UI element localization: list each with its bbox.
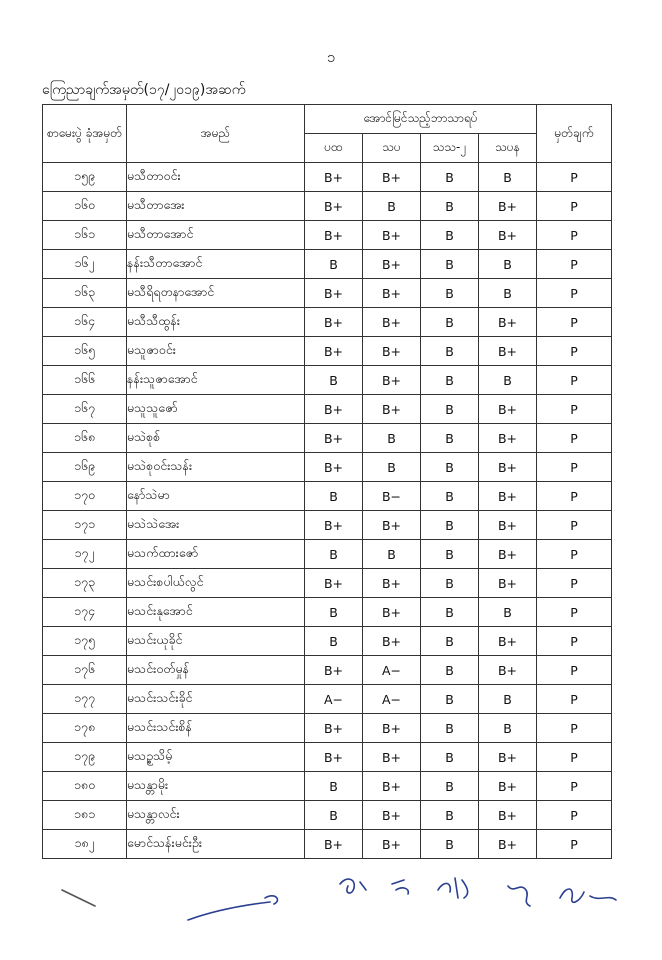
grade-subject-4-cell: B+ [479,453,537,482]
name-cell: မသင်းစပါယ်လွင် [127,569,305,598]
grade-subject-3-cell: B [421,569,479,598]
grade-subject-1-cell: B+ [305,743,363,772]
signature-mark-3 [340,879,366,893]
remark-cell: P [537,366,612,395]
roll-number-cell: ၁၇၅ [43,627,127,656]
grade-subject-1-cell: B+ [305,221,363,250]
name-cell: မသူဇာဝင်း [127,337,305,366]
grade-subject-3-cell: B [421,395,479,424]
name-cell: မသီရိရတနာအောင် [127,279,305,308]
grade-subject-2-cell: B+ [363,830,421,859]
grade-subject-4-cell: B [479,598,537,627]
grade-subject-1-cell: B+ [305,569,363,598]
roll-number-cell: ၁၆၃ [43,279,127,308]
table-row [43,250,612,279]
remark-cell: P [537,540,612,569]
signature-mark-1 [62,890,95,906]
table-row [43,279,612,308]
grade-subject-2-cell: B+ [363,627,421,656]
grade-subject-3-cell: B [421,540,479,569]
grade-subject-3-cell: B [421,337,479,366]
grade-subject-4-cell: B [479,163,537,192]
header-subject-4: သပန [479,134,537,163]
name-cell: နော်သဲမာ [127,482,305,511]
grade-subject-2-cell: B+ [363,366,421,395]
remark-cell: P [537,308,612,337]
header-subject-1: ပထ [305,134,363,163]
table-row [43,656,612,685]
roll-number-cell: ၁၆၀ [43,192,127,221]
grade-subject-4-cell: B [479,714,537,743]
grade-subject-4-cell: B [479,279,537,308]
header-subject-2: သပ [363,134,421,163]
roll-number-cell: ၁၈၀ [43,772,127,801]
grade-subject-1-cell: B+ [305,511,363,540]
grade-subject-1-cell: B+ [305,279,363,308]
name-cell: နန်းသီတာအောင် [127,250,305,279]
remark-cell: P [537,598,612,627]
remark-cell: P [537,221,612,250]
grade-subject-4-cell: B+ [479,192,537,221]
name-cell: မသက်ထားဇော် [127,540,305,569]
grade-subject-1-cell: B [305,627,363,656]
grade-subject-2-cell: B [363,540,421,569]
grade-subject-3-cell: B [421,192,479,221]
grade-subject-2-cell: B+ [363,511,421,540]
table-row [43,714,612,743]
roll-number-cell: ၁၆၉ [43,453,127,482]
grade-subject-4-cell: B [479,366,537,395]
header-name: အမည် [127,105,305,163]
name-cell: နန်းသူဇာအောင် [127,366,305,395]
roll-number-cell: ၁၇၀ [43,482,127,511]
grade-subject-1-cell: B+ [305,424,363,453]
roll-number-cell: ၁၆၁ [43,221,127,250]
name-cell: မသဲစုစ် [127,424,305,453]
name-cell: မသန္တာလင်း [127,801,305,830]
grade-subject-1-cell: B [305,482,363,511]
grade-subject-3-cell: B [421,714,479,743]
grade-subject-3-cell: B [421,627,479,656]
roll-number-cell: ၁၇၉ [43,743,127,772]
grade-subject-1-cell: B [305,366,363,395]
roll-number-cell: ၁၇၃ [43,569,127,598]
signature-mark-4 [392,880,408,894]
name-cell: မသဲစုဝင်းသန်း [127,453,305,482]
remark-cell: P [537,801,612,830]
name-cell: မသဥ္စသိမ့် [127,743,305,772]
grade-subject-2-cell: B+ [363,598,421,627]
remark-cell: P [537,627,612,656]
table-row [43,830,612,859]
grade-subject-2-cell: B+ [363,308,421,337]
table-row [43,772,612,801]
name-cell: မသီတာဝင်း [127,163,305,192]
remark-cell: P [537,424,612,453]
grade-subject-2-cell: B+ [363,279,421,308]
grade-subject-3-cell: B [421,511,479,540]
remark-cell: P [537,192,612,221]
grade-subject-4-cell: B+ [479,308,537,337]
grade-subject-4-cell: B [479,250,537,279]
roll-number-cell: ၁၆၅ [43,337,127,366]
roll-number-cell: ၁၆၄ [43,308,127,337]
grade-subject-4-cell: B+ [479,511,537,540]
grade-subject-2-cell: B [363,424,421,453]
roll-number-cell: ၁၇၁ [43,511,127,540]
grade-subject-2-cell: B+ [363,714,421,743]
roll-number-cell: ၁၈၁ [43,801,127,830]
table-row [43,453,612,482]
remark-cell: P [537,163,612,192]
table-row [43,743,612,772]
header-subjects-group: အောင်မြင်သည့်ဘာသာရပ် [305,105,537,134]
roll-number-cell: ၁၈၂ [43,830,127,859]
remark-cell: P [537,482,612,511]
remark-cell: P [537,685,612,714]
grade-subject-3-cell: B [421,308,479,337]
remark-cell: P [537,453,612,482]
grade-subject-1-cell: B [305,250,363,279]
grade-subject-3-cell: B [421,366,479,395]
table-row [43,395,612,424]
name-cell: မသင်းသင်းစိန် [127,714,305,743]
grade-subject-1-cell: A− [305,685,363,714]
grade-subject-1-cell: B+ [305,830,363,859]
grade-subject-4-cell: B+ [479,221,537,250]
grade-subject-3-cell: B [421,743,479,772]
roll-number-cell: ၁၅၉ [43,163,127,192]
grade-subject-1-cell: B+ [305,656,363,685]
table-row [43,366,612,395]
remark-cell: P [537,511,612,540]
name-cell: မသူသူဇော် [127,395,305,424]
grade-subject-4-cell: B+ [479,743,537,772]
grade-subject-3-cell: B [421,830,479,859]
roll-number-cell: ၁၆၆ [43,366,127,395]
roll-number-cell: ၁၇၆ [43,656,127,685]
remark-cell: P [537,714,612,743]
name-cell: မသီသီထွန်း [127,308,305,337]
grade-subject-2-cell: A− [363,685,421,714]
table-row [43,424,612,453]
signature-mark-6 [508,886,530,906]
remark-cell: P [537,569,612,598]
grade-subject-1-cell: B [305,540,363,569]
grade-subject-3-cell: B [421,279,479,308]
grade-subject-3-cell: B [421,453,479,482]
signatures-area [60,872,650,952]
grade-subject-3-cell: B [421,424,479,453]
name-cell: မသီတာအေး [127,192,305,221]
grade-subject-4-cell: B+ [479,569,537,598]
grade-subject-4-cell: B+ [479,337,537,366]
grade-subject-2-cell: B+ [363,337,421,366]
table-row [43,511,612,540]
roll-number-cell: ၁၆၇ [43,395,127,424]
results-table [42,104,612,859]
name-cell: မသီတာအောင် [127,221,305,250]
grade-subject-3-cell: B [421,482,479,511]
grade-subject-4-cell: B+ [479,395,537,424]
grade-subject-1-cell: B+ [305,163,363,192]
remark-cell: P [537,772,612,801]
grade-subject-4-cell: B+ [479,627,537,656]
grade-subject-3-cell: B [421,598,479,627]
remark-cell: P [537,830,612,859]
table-row [43,221,612,250]
table-row [43,685,612,714]
table-row [43,337,612,366]
grade-subject-2-cell: B+ [363,221,421,250]
grade-subject-4-cell: B+ [479,540,537,569]
grade-subject-2-cell: B+ [363,569,421,598]
table-row [43,801,612,830]
grade-subject-2-cell: B+ [363,772,421,801]
grade-subject-3-cell: B [421,221,479,250]
grade-subject-4-cell: B+ [479,830,537,859]
table-row [43,482,612,511]
grade-subject-1-cell: B+ [305,453,363,482]
name-cell: မသင်းဝတ်မှုန် [127,656,305,685]
remark-cell: P [537,250,612,279]
roll-number-cell: ၁၇၈ [43,714,127,743]
remark-cell: P [537,656,612,685]
table-row [43,598,612,627]
table-row [43,308,612,337]
grade-subject-1-cell: B [305,801,363,830]
grade-subject-2-cell: B+ [363,395,421,424]
grade-subject-3-cell: B [421,801,479,830]
grade-subject-4-cell: B+ [479,656,537,685]
table-row [43,569,612,598]
grade-subject-2-cell: B+ [363,801,421,830]
roll-number-cell: ၁၆၈ [43,424,127,453]
grade-subject-1-cell: B+ [305,714,363,743]
grade-subject-1-cell: B [305,598,363,627]
grade-subject-4-cell: B+ [479,482,537,511]
remark-cell: P [537,337,612,366]
grade-subject-2-cell: B+ [363,163,421,192]
signature-mark-2 [188,896,277,920]
signature-mark-7 [560,889,616,902]
header-roll-number: စာမေးပွဲ ခုံအမှတ် [43,105,127,163]
remark-cell: P [537,279,612,308]
name-cell: မသင်းနုအောင် [127,598,305,627]
grade-subject-4-cell: B [479,685,537,714]
grade-subject-2-cell: B− [363,482,421,511]
grade-subject-1-cell: B+ [305,395,363,424]
name-cell: မသန္တာမိုး [127,772,305,801]
grade-subject-1-cell: B+ [305,308,363,337]
grade-subject-1-cell: B+ [305,337,363,366]
header-subject-3: သသ-၂ [421,134,479,163]
grade-subject-3-cell: B [421,685,479,714]
grade-subject-1-cell: B+ [305,192,363,221]
table-row [43,540,612,569]
grade-subject-4-cell: B+ [479,424,537,453]
signature-mark-5 [438,878,468,898]
roll-number-cell: ၁၇၇ [43,685,127,714]
grade-subject-3-cell: B [421,163,479,192]
grade-subject-3-cell: B [421,250,479,279]
grade-subject-3-cell: B [421,656,479,685]
page-number: ၁ [326,48,336,66]
table-row [43,627,612,656]
grade-subject-2-cell: B+ [363,743,421,772]
name-cell: မသဲသဲအေး [127,511,305,540]
remark-cell: P [537,395,612,424]
grade-subject-2-cell: A− [363,656,421,685]
grade-subject-2-cell: B [363,192,421,221]
grade-subject-2-cell: B+ [363,250,421,279]
header-remarks: မှတ်ချက် [537,105,612,163]
grade-subject-2-cell: B [363,453,421,482]
grade-subject-4-cell: B+ [479,772,537,801]
grade-subject-3-cell: B [421,772,479,801]
name-cell: မသင်းသင်းခိုင် [127,685,305,714]
grade-subject-4-cell: B+ [479,801,537,830]
announcement-heading: ကြေညာချက်အမှတ်(၁၇/၂၀၁၉)အဆက် [42,82,246,98]
roll-number-cell: ၁၆၂ [43,250,127,279]
roll-number-cell: ၁၇၂ [43,540,127,569]
grade-subject-1-cell: B [305,772,363,801]
roll-number-cell: ၁၇၄ [43,598,127,627]
name-cell: မသင်းယုခိုင် [127,627,305,656]
table-row [43,192,612,221]
remark-cell: P [537,743,612,772]
name-cell: မောင်သန်းမင်းဦး [127,830,305,859]
table-row [43,163,612,192]
